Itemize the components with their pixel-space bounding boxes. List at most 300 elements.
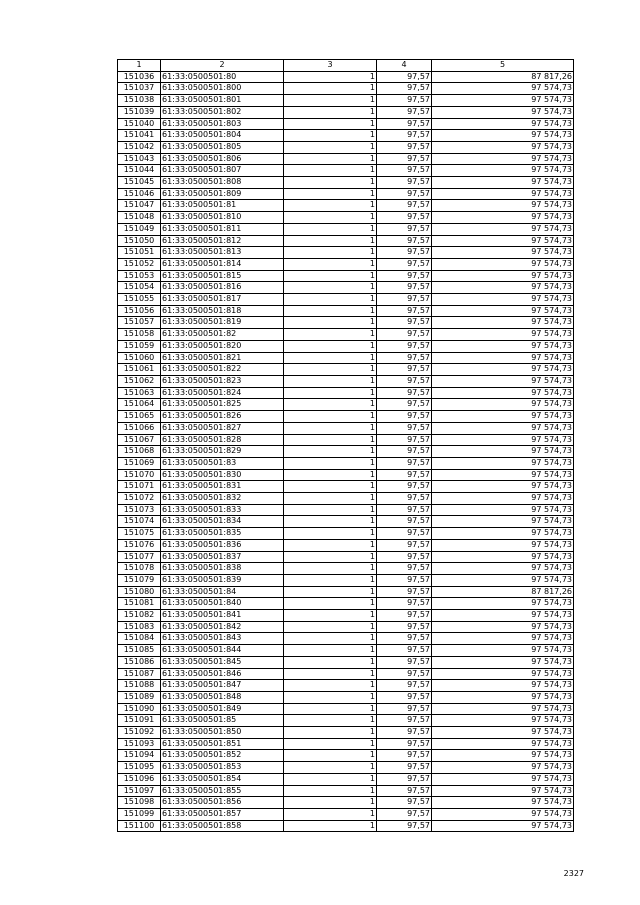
cadastral-number-cell: 61:33:0500501:80 <box>161 71 284 83</box>
row-number-cell: 151045 <box>118 177 161 189</box>
cadastral-number-cell: 61:33:0500501:844 <box>161 645 284 657</box>
value-cell: 97 574,73 <box>432 294 574 306</box>
table-row <box>118 247 574 259</box>
value-cell: 97 574,73 <box>432 598 574 610</box>
cadastral-number-cell: 61:33:0500501:831 <box>161 481 284 493</box>
area-cell: 97,57 <box>377 727 432 739</box>
cadastral-number-cell: 61:33:0500501:840 <box>161 598 284 610</box>
count-cell: 1 <box>284 809 377 821</box>
area-cell: 97,57 <box>377 574 432 586</box>
value-cell: 97 574,73 <box>432 633 574 645</box>
area-cell: 97,57 <box>377 387 432 399</box>
value-cell: 97 574,73 <box>432 645 574 657</box>
table-row <box>118 270 574 282</box>
count-cell: 1 <box>284 727 377 739</box>
value-cell: 97 574,73 <box>432 212 574 224</box>
table-row <box>118 504 574 516</box>
area-cell: 97,57 <box>377 411 432 423</box>
area-cell: 97,57 <box>377 106 432 118</box>
table-body <box>118 71 574 832</box>
count-cell: 1 <box>284 188 377 200</box>
row-number-cell: 151086 <box>118 656 161 668</box>
row-number-cell: 151081 <box>118 598 161 610</box>
row-number-cell: 151068 <box>118 446 161 458</box>
cadastral-number-cell: 61:33:0500501:858 <box>161 820 284 832</box>
table-row <box>118 352 574 364</box>
row-number-cell: 151080 <box>118 586 161 598</box>
count-cell: 1 <box>284 773 377 785</box>
area-cell: 97,57 <box>377 598 432 610</box>
count-cell: 1 <box>284 621 377 633</box>
row-number-cell: 151094 <box>118 750 161 762</box>
value-cell: 97 574,73 <box>432 364 574 376</box>
value-cell: 97 574,73 <box>432 469 574 481</box>
area-cell: 97,57 <box>377 165 432 177</box>
row-number-cell: 151070 <box>118 469 161 481</box>
count-cell: 1 <box>284 305 377 317</box>
area-cell: 97,57 <box>377 329 432 341</box>
table-row <box>118 680 574 692</box>
table-row <box>118 586 574 598</box>
cadastral-number-cell: 61:33:0500501:801 <box>161 95 284 107</box>
table-row <box>118 188 574 200</box>
area-cell: 97,57 <box>377 95 432 107</box>
row-number-cell: 151097 <box>118 785 161 797</box>
table-row <box>118 703 574 715</box>
value-cell: 97 574,73 <box>432 130 574 142</box>
area-cell: 97,57 <box>377 715 432 727</box>
cadastral-number-cell: 61:33:0500501:810 <box>161 212 284 224</box>
table-row <box>118 200 574 212</box>
count-cell: 1 <box>284 586 377 598</box>
row-number-cell: 151088 <box>118 680 161 692</box>
row-number-cell: 151049 <box>118 223 161 235</box>
area-cell: 97,57 <box>377 691 432 703</box>
cadastral-number-cell: 61:33:0500501:819 <box>161 317 284 329</box>
row-number-cell: 151042 <box>118 141 161 153</box>
row-number-cell: 151093 <box>118 738 161 750</box>
area-cell: 97,57 <box>377 153 432 165</box>
table-row <box>118 282 574 294</box>
area-cell: 97,57 <box>377 504 432 516</box>
row-number-cell: 151082 <box>118 610 161 622</box>
registry-table <box>117 59 574 832</box>
value-cell: 97 574,73 <box>432 750 574 762</box>
area-cell: 97,57 <box>377 809 432 821</box>
count-cell: 1 <box>284 703 377 715</box>
cadastral-number-cell: 61:33:0500501:807 <box>161 165 284 177</box>
table-row <box>118 469 574 481</box>
count-cell: 1 <box>284 270 377 282</box>
table-row <box>118 294 574 306</box>
header-row <box>118 60 574 72</box>
row-number-cell: 151059 <box>118 340 161 352</box>
column-header-5: 5 <box>432 60 574 72</box>
count-cell: 1 <box>284 83 377 95</box>
value-cell: 97 574,73 <box>432 691 574 703</box>
count-cell: 1 <box>284 481 377 493</box>
count-cell: 1 <box>284 574 377 586</box>
table-row <box>118 364 574 376</box>
cadastral-number-cell: 61:33:0500501:856 <box>161 797 284 809</box>
value-cell: 97 574,73 <box>432 177 574 189</box>
row-number-cell: 151038 <box>118 95 161 107</box>
row-number-cell: 151040 <box>118 118 161 130</box>
value-cell: 97 574,73 <box>432 317 574 329</box>
count-cell: 1 <box>284 177 377 189</box>
table-row <box>118 621 574 633</box>
count-cell: 1 <box>284 329 377 341</box>
count-cell: 1 <box>284 469 377 481</box>
count-cell: 1 <box>284 71 377 83</box>
row-number-cell: 151085 <box>118 645 161 657</box>
value-cell: 97 574,73 <box>432 375 574 387</box>
table-row <box>118 785 574 797</box>
row-number-cell: 151100 <box>118 820 161 832</box>
cadastral-number-cell: 61:33:0500501:847 <box>161 680 284 692</box>
table-row <box>118 387 574 399</box>
table-row <box>118 305 574 317</box>
count-cell: 1 <box>284 645 377 657</box>
value-cell: 97 574,73 <box>432 715 574 727</box>
cadastral-number-cell: 61:33:0500501:815 <box>161 270 284 282</box>
area-cell: 97,57 <box>377 516 432 528</box>
table-row <box>118 493 574 505</box>
table-row <box>118 809 574 821</box>
cadastral-number-cell: 61:33:0500501:837 <box>161 551 284 563</box>
row-number-cell: 151098 <box>118 797 161 809</box>
table-row <box>118 656 574 668</box>
row-number-cell: 151092 <box>118 727 161 739</box>
table-row <box>118 71 574 83</box>
value-cell: 97 574,73 <box>432 258 574 270</box>
count-cell: 1 <box>284 235 377 247</box>
count-cell: 1 <box>284 247 377 259</box>
value-cell: 97 574,73 <box>432 106 574 118</box>
count-cell: 1 <box>284 352 377 364</box>
table-row <box>118 750 574 762</box>
area-cell: 97,57 <box>377 282 432 294</box>
area-cell: 97,57 <box>377 118 432 130</box>
area-cell: 97,57 <box>377 83 432 95</box>
area-cell: 97,57 <box>377 563 432 575</box>
row-number-cell: 151089 <box>118 691 161 703</box>
area-cell: 97,57 <box>377 375 432 387</box>
count-cell: 1 <box>284 493 377 505</box>
row-number-cell: 151087 <box>118 668 161 680</box>
area-cell: 97,57 <box>377 340 432 352</box>
cadastral-number-cell: 61:33:0500501:816 <box>161 282 284 294</box>
area-cell: 97,57 <box>377 130 432 142</box>
area-cell: 97,57 <box>377 352 432 364</box>
value-cell: 97 574,73 <box>432 563 574 575</box>
area-cell: 97,57 <box>377 551 432 563</box>
table-row <box>118 258 574 270</box>
count-cell: 1 <box>284 399 377 411</box>
value-cell: 97 574,73 <box>432 809 574 821</box>
value-cell: 87 817,26 <box>432 71 574 83</box>
row-number-cell: 151060 <box>118 352 161 364</box>
row-number-cell: 151076 <box>118 539 161 551</box>
cadastral-number-cell: 61:33:0500501:823 <box>161 375 284 387</box>
row-number-cell: 151065 <box>118 411 161 423</box>
value-cell: 97 574,73 <box>432 434 574 446</box>
value-cell: 97 574,73 <box>432 200 574 212</box>
count-cell: 1 <box>284 141 377 153</box>
count-cell: 1 <box>284 212 377 224</box>
cadastral-number-cell: 61:33:0500501:809 <box>161 188 284 200</box>
row-number-cell: 151036 <box>118 71 161 83</box>
row-number-cell: 151067 <box>118 434 161 446</box>
count-cell: 1 <box>284 294 377 306</box>
cadastral-number-cell: 61:33:0500501:842 <box>161 621 284 633</box>
value-cell: 97 574,73 <box>432 516 574 528</box>
count-cell: 1 <box>284 610 377 622</box>
count-cell: 1 <box>284 691 377 703</box>
cadastral-number-cell: 61:33:0500501:822 <box>161 364 284 376</box>
table-row <box>118 598 574 610</box>
row-number-cell: 151078 <box>118 563 161 575</box>
value-cell: 97 574,73 <box>432 422 574 434</box>
cadastral-number-cell: 61:33:0500501:811 <box>161 223 284 235</box>
table-header <box>118 60 574 72</box>
column-header-4: 4 <box>377 60 432 72</box>
row-number-cell: 151043 <box>118 153 161 165</box>
value-cell: 97 574,73 <box>432 551 574 563</box>
count-cell: 1 <box>284 446 377 458</box>
value-cell: 97 574,73 <box>432 399 574 411</box>
row-number-cell: 151039 <box>118 106 161 118</box>
cadastral-number-cell: 61:33:0500501:828 <box>161 434 284 446</box>
value-cell: 97 574,73 <box>432 528 574 540</box>
value-cell: 97 574,73 <box>432 797 574 809</box>
area-cell: 97,57 <box>377 177 432 189</box>
count-cell: 1 <box>284 130 377 142</box>
cadastral-number-cell: 61:33:0500501:838 <box>161 563 284 575</box>
area-cell: 97,57 <box>377 738 432 750</box>
column-header-3: 3 <box>284 60 377 72</box>
area-cell: 97,57 <box>377 141 432 153</box>
table-row <box>118 95 574 107</box>
cadastral-number-cell: 61:33:0500501:825 <box>161 399 284 411</box>
value-cell: 97 574,73 <box>432 446 574 458</box>
value-cell: 97 574,73 <box>432 504 574 516</box>
row-number-cell: 151058 <box>118 329 161 341</box>
count-cell: 1 <box>284 223 377 235</box>
value-cell: 97 574,73 <box>432 340 574 352</box>
row-number-cell: 151062 <box>118 375 161 387</box>
count-cell: 1 <box>284 539 377 551</box>
table-row <box>118 118 574 130</box>
table-row <box>118 434 574 446</box>
table-row <box>118 399 574 411</box>
cadastral-number-cell: 61:33:0500501:850 <box>161 727 284 739</box>
area-cell: 97,57 <box>377 305 432 317</box>
value-cell: 97 574,73 <box>432 83 574 95</box>
count-cell: 1 <box>284 200 377 212</box>
cadastral-number-cell: 61:33:0500501:82 <box>161 329 284 341</box>
value-cell: 97 574,73 <box>432 282 574 294</box>
value-cell: 97 574,73 <box>432 153 574 165</box>
table-row <box>118 375 574 387</box>
row-number-cell: 151083 <box>118 621 161 633</box>
count-cell: 1 <box>284 258 377 270</box>
area-cell: 97,57 <box>377 270 432 282</box>
area-cell: 97,57 <box>377 656 432 668</box>
value-cell: 97 574,73 <box>432 574 574 586</box>
area-cell: 97,57 <box>377 633 432 645</box>
area-cell: 97,57 <box>377 703 432 715</box>
area-cell: 97,57 <box>377 469 432 481</box>
count-cell: 1 <box>284 551 377 563</box>
value-cell: 97 574,73 <box>432 118 574 130</box>
area-cell: 97,57 <box>377 680 432 692</box>
table-row <box>118 539 574 551</box>
area-cell: 97,57 <box>377 200 432 212</box>
cadastral-number-cell: 61:33:0500501:812 <box>161 235 284 247</box>
cadastral-number-cell: 61:33:0500501:803 <box>161 118 284 130</box>
value-cell: 97 574,73 <box>432 610 574 622</box>
area-cell: 97,57 <box>377 481 432 493</box>
table-row <box>118 411 574 423</box>
count-cell: 1 <box>284 375 377 387</box>
cadastral-number-cell: 61:33:0500501:851 <box>161 738 284 750</box>
row-number-cell: 151090 <box>118 703 161 715</box>
area-cell: 97,57 <box>377 645 432 657</box>
cadastral-number-cell: 61:33:0500501:802 <box>161 106 284 118</box>
value-cell: 97 574,73 <box>432 247 574 259</box>
table-row <box>118 691 574 703</box>
table-row <box>118 820 574 832</box>
table-row <box>118 212 574 224</box>
area-cell: 97,57 <box>377 773 432 785</box>
area-cell: 97,57 <box>377 258 432 270</box>
count-cell: 1 <box>284 598 377 610</box>
row-number-cell: 151071 <box>118 481 161 493</box>
value-cell: 97 574,73 <box>432 703 574 715</box>
area-cell: 97,57 <box>377 457 432 469</box>
count-cell: 1 <box>284 387 377 399</box>
table-row <box>118 551 574 563</box>
area-cell: 97,57 <box>377 668 432 680</box>
value-cell: 87 817,26 <box>432 586 574 598</box>
count-cell: 1 <box>284 434 377 446</box>
value-cell: 97 574,73 <box>432 352 574 364</box>
table-row <box>118 738 574 750</box>
table-row <box>118 329 574 341</box>
count-cell: 1 <box>284 340 377 352</box>
count-cell: 1 <box>284 106 377 118</box>
table-row <box>118 645 574 657</box>
row-number-cell: 151037 <box>118 83 161 95</box>
table-row <box>118 762 574 774</box>
cadastral-number-cell: 61:33:0500501:855 <box>161 785 284 797</box>
area-cell: 97,57 <box>377 399 432 411</box>
row-number-cell: 151056 <box>118 305 161 317</box>
row-number-cell: 151077 <box>118 551 161 563</box>
area-cell: 97,57 <box>377 434 432 446</box>
count-cell: 1 <box>284 95 377 107</box>
area-cell: 97,57 <box>377 586 432 598</box>
row-number-cell: 151061 <box>118 364 161 376</box>
cadastral-number-cell: 61:33:0500501:83 <box>161 457 284 469</box>
cadastral-number-cell: 61:33:0500501:836 <box>161 539 284 551</box>
area-cell: 97,57 <box>377 294 432 306</box>
cadastral-number-cell: 61:33:0500501:839 <box>161 574 284 586</box>
count-cell: 1 <box>284 317 377 329</box>
value-cell: 97 574,73 <box>432 305 574 317</box>
area-cell: 97,57 <box>377 71 432 83</box>
area-cell: 97,57 <box>377 785 432 797</box>
value-cell: 97 574,73 <box>432 165 574 177</box>
area-cell: 97,57 <box>377 820 432 832</box>
value-cell: 97 574,73 <box>432 270 574 282</box>
row-number-cell: 151066 <box>118 422 161 434</box>
table-row <box>118 727 574 739</box>
table-row <box>118 610 574 622</box>
area-cell: 97,57 <box>377 364 432 376</box>
cadastral-number-cell: 61:33:0500501:833 <box>161 504 284 516</box>
row-number-cell: 151069 <box>118 457 161 469</box>
row-number-cell: 151073 <box>118 504 161 516</box>
count-cell: 1 <box>284 528 377 540</box>
table-row <box>118 223 574 235</box>
cadastral-number-cell: 61:33:0500501:808 <box>161 177 284 189</box>
row-number-cell: 151074 <box>118 516 161 528</box>
cadastral-number-cell: 61:33:0500501:846 <box>161 668 284 680</box>
cadastral-number-cell: 61:33:0500501:820 <box>161 340 284 352</box>
area-cell: 97,57 <box>377 422 432 434</box>
row-number-cell: 151055 <box>118 294 161 306</box>
row-number-cell: 151054 <box>118 282 161 294</box>
table-row <box>118 153 574 165</box>
row-number-cell: 151050 <box>118 235 161 247</box>
cadastral-number-cell: 61:33:0500501:845 <box>161 656 284 668</box>
count-cell: 1 <box>284 750 377 762</box>
count-cell: 1 <box>284 633 377 645</box>
row-number-cell: 151052 <box>118 258 161 270</box>
cadastral-number-cell: 61:33:0500501:854 <box>161 773 284 785</box>
table-row <box>118 633 574 645</box>
row-number-cell: 151051 <box>118 247 161 259</box>
cadastral-number-cell: 61:33:0500501:818 <box>161 305 284 317</box>
count-cell: 1 <box>284 118 377 130</box>
count-cell: 1 <box>284 422 377 434</box>
value-cell: 97 574,73 <box>432 223 574 235</box>
cadastral-number-cell: 61:33:0500501:814 <box>161 258 284 270</box>
count-cell: 1 <box>284 165 377 177</box>
value-cell: 97 574,73 <box>432 95 574 107</box>
count-cell: 1 <box>284 153 377 165</box>
cadastral-number-cell: 61:33:0500501:821 <box>161 352 284 364</box>
table-row <box>118 317 574 329</box>
row-number-cell: 151099 <box>118 809 161 821</box>
table-row <box>118 130 574 142</box>
table-row <box>118 235 574 247</box>
cadastral-number-cell: 61:33:0500501:804 <box>161 130 284 142</box>
value-cell: 97 574,73 <box>432 235 574 247</box>
value-cell: 97 574,73 <box>432 411 574 423</box>
row-number-cell: 151064 <box>118 399 161 411</box>
area-cell: 97,57 <box>377 317 432 329</box>
value-cell: 97 574,73 <box>432 727 574 739</box>
row-number-cell: 151084 <box>118 633 161 645</box>
cadastral-number-cell: 61:33:0500501:843 <box>161 633 284 645</box>
value-cell: 97 574,73 <box>432 621 574 633</box>
count-cell: 1 <box>284 282 377 294</box>
column-header-1: 1 <box>118 60 161 72</box>
count-cell: 1 <box>284 668 377 680</box>
